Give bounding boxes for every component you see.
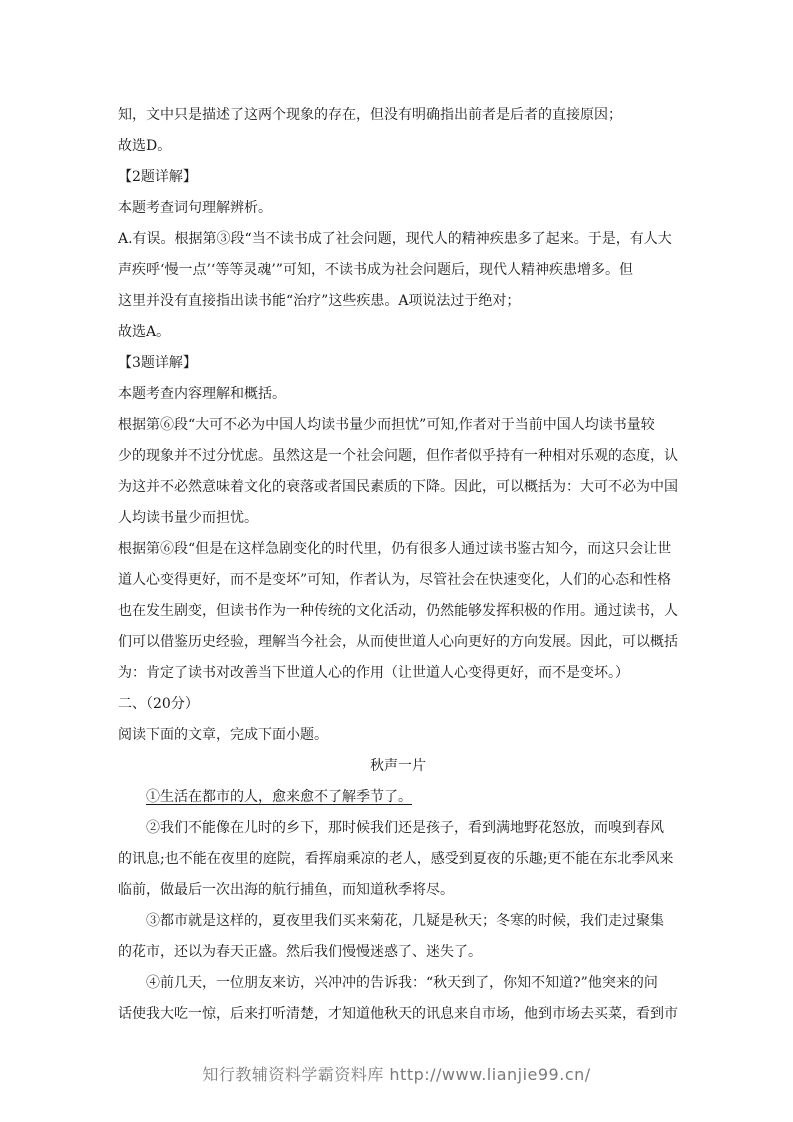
paragraph-line: 临前，做最后一次出海的航行捕鱼，而知道秋季将尽。 bbox=[118, 882, 454, 898]
text-line: 根据第⑥段“大可不必为中国人均读书量少而担忧”可知,作者对于当前中国人均读书量较 bbox=[118, 417, 655, 433]
paragraph-line bbox=[118, 782, 678, 813]
paragraph-line: ②我们不能像在儿时的乡下，那时候我们还是孩子，看到满地野花怒放，而嗅到春风 bbox=[146, 820, 664, 836]
text-line: 为这并不必然意味着文化的衰落或者国民素质的下降。因此，可以概括为：大可不必为中国 bbox=[118, 479, 678, 495]
text-line: 根据第⑥段“但是在这样急剧变化的时代里，仍有很多人通过读书鉴古知今，而这只会让世 bbox=[118, 541, 672, 557]
underlined-sentence: ①生活在都市的人，愈来愈不了解季节了。 bbox=[146, 789, 412, 805]
paragraph-line: ④前几天，一位朋友来访，兴冲冲的告诉我：“秋天到了，你知不知道?”他突来的问 bbox=[146, 975, 658, 991]
text-line: A.有误。根据第③段“当不读书成了社会问题，现代人的精神疾患多了起来。于是，有人大 bbox=[118, 231, 672, 247]
watermark-footer: 知行教辅资料学霸资料库 http://www.lianjie99.cn/ bbox=[202, 1065, 591, 1084]
paragraph-line: 话使我大吃一惊，后来打听清楚，才知道他秋天的讯息来自市场，他到市场去买菜，看到市 bbox=[118, 1006, 678, 1022]
paragraph-line: ③都市就是这样的，夏夜里我们买来菊花，几疑是秋天；冬寒的时候，我们走过聚集 bbox=[146, 913, 664, 929]
article-title: 秋声一片 bbox=[370, 758, 426, 774]
text-line: 声疾呼‘慢一点’‘等等灵魂’”可知，不读书成为社会问题后，现代人精神疾患增多。但 bbox=[118, 262, 633, 278]
paragraph-line: 的讯息;也不能在夜里的庭院，看挥扇乘凉的老人，感受到夏夜的乐趣;更不能在东北季风来 bbox=[118, 851, 674, 867]
document-body bbox=[118, 100, 678, 1030]
text-line: 故选A。 bbox=[118, 324, 171, 340]
text-line: 阅读下面的文章，完成下面小题。 bbox=[118, 727, 328, 743]
text-line: 道人心变得更好，而不是变坏”可知，作者认为，尽管社会在快速变化，人们的心态和性格 bbox=[118, 572, 672, 588]
section-heading: 【2题详解】 bbox=[118, 169, 197, 185]
text-line: 们可以借鉴历史经验，理解当今社会，从而使世道人心向更好的方向发展。因此，可以概括 bbox=[118, 634, 678, 650]
section-heading: 二、（20分） bbox=[118, 696, 199, 712]
text-line: 少的现象并不过分忧虑。虽然这是一个社会问题，但作者似乎持有一种相对乐观的态度，认 bbox=[118, 448, 678, 464]
text-line: 为：肯定了读书对改善当下世道人心的作用（让世道人心变得更好，而不是变坏。） bbox=[118, 665, 629, 681]
text-line: 这里并没有直接指出读书能“治疗”这些疾患。A项说法过于绝对； bbox=[118, 293, 521, 309]
text-line: 人均读书量少而担忧。 bbox=[118, 510, 258, 526]
text-line: 本题考查内容理解和概括。 bbox=[118, 386, 286, 402]
section-heading: 【3题详解】 bbox=[118, 355, 197, 371]
text-line: 知，文中只是描述了这两个现象的存在，但没有明确指出前者是后者的直接原因； bbox=[118, 107, 622, 123]
text-line: 本题考查词句理解辨析。 bbox=[118, 200, 272, 216]
text-line: 也在发生剧变，但读书作为一种传统的文化活动，仍然能够发挥积极的作用。通过读书，人 bbox=[118, 603, 678, 619]
text-line: 故选D。 bbox=[118, 138, 172, 154]
paragraph-line: 的花市，还以为春天正盛。然后我们慢慢迷惑了、迷失了。 bbox=[118, 944, 482, 960]
